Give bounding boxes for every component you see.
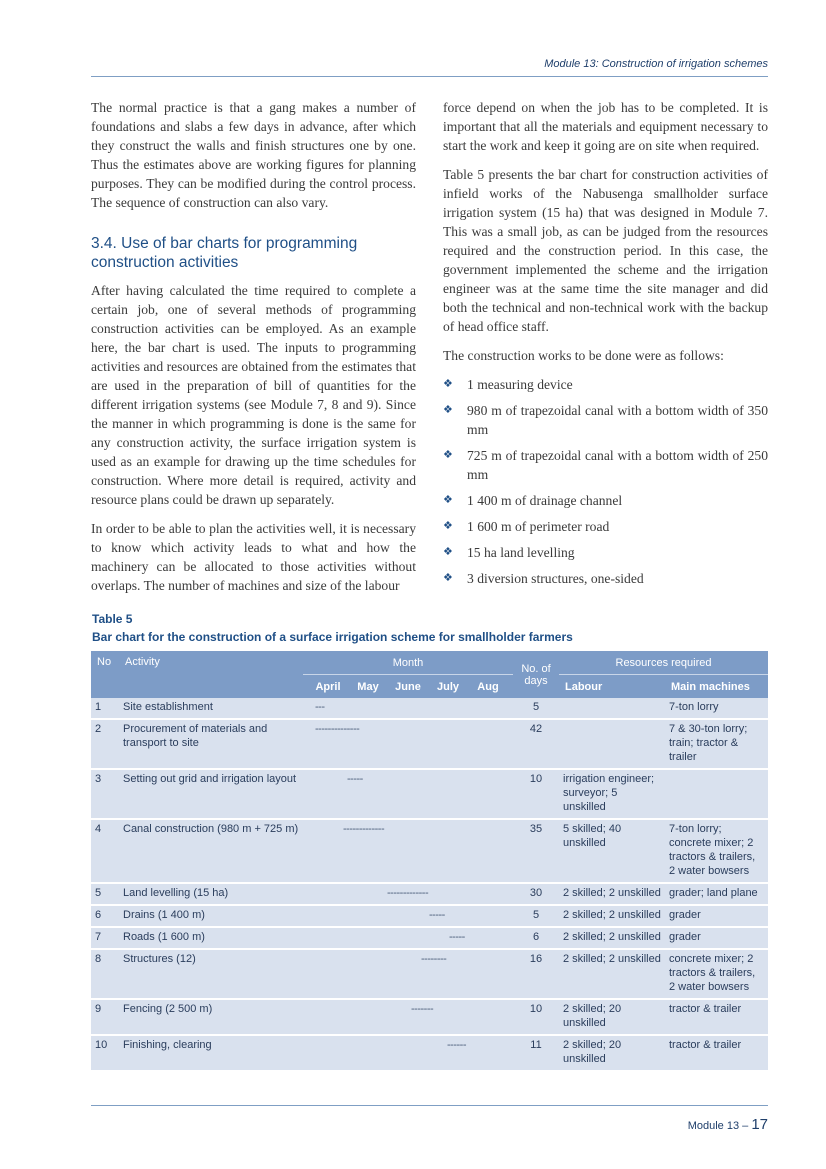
list-item: ❖ 980 m of trapezoidal canal with a bottom width of 350 mm [443, 403, 768, 437]
paragraph: force depend on when the job has to be completed. It is important that all the materials and equipment necessary to start the work and keep it going are on site when required. [443, 100, 768, 153]
table-row: 6 Drains (1 400 m) ----- 5 2 skilled; 2 unskilled grader [91, 905, 768, 927]
table-row: 7 Roads (1 600 m) ----- 6 2 skilled; 2 unskilled grader [91, 927, 768, 949]
list-item: ❖ 3 diversion structures, one-sided [443, 571, 644, 586]
footer-rule [91, 1105, 768, 1106]
list-item: ❖ 1 measuring device [443, 377, 573, 392]
activity-bar: --- [315, 701, 325, 713]
col-header-labour: Labour [559, 675, 665, 699]
month-label: April [315, 680, 341, 693]
paragraph: The construction works to be done were as follows: [443, 348, 724, 363]
list-item: ❖ 725 m of trapezoidal canal with a bottom width of 250 mm [443, 448, 768, 482]
month-label: June [395, 680, 421, 693]
diamond-bullet-icon: ❖ [443, 378, 453, 390]
paragraph: Table 5 presents the bar chart for construction activities of infield works of the Nabusenga smallholder surface irrigation system (15 ha) that was designed in Module 7. This was a small job, as can be judged from the resources required and the construction period. In this case, the government implemented the scheme and the irrigation engineer was at the same time the site manager and did both the technical and non-technical work with the backup of head office staff. [443, 167, 768, 334]
diamond-bullet-icon: ❖ [443, 404, 453, 416]
running-header: Module 13: Construction of irrigation schemes [544, 58, 768, 70]
table-label: Table 5 [92, 612, 133, 626]
diamond-bullet-icon: ❖ [443, 449, 453, 461]
month-label: July [436, 680, 459, 693]
activity-bar: ------ [447, 1039, 466, 1051]
right-column [443, 98, 768, 595]
table-row: 9 Fencing (2 500 m) ------- 10 2 skilled; 20 unskilled tractor & trailer [91, 999, 768, 1035]
header-rule [91, 76, 768, 77]
activity-bar: -------------- [315, 723, 360, 735]
month-label: May [357, 680, 379, 693]
table-caption-block [92, 610, 573, 646]
table-row: 10 Finishing, clearing ------ 11 2 skilled; 20 unskilled tractor & trailer [91, 1035, 768, 1071]
col-header-days: No. of days [513, 651, 559, 698]
table-row: 2 Procurement of materials and transport to site -------------- 42 7 & 30-ton lorry; train; tractor & trailer [91, 719, 768, 769]
activity-bar: -------- [421, 953, 447, 965]
footer-module: Module 13 – [687, 1120, 752, 1132]
table-caption: Bar chart for the construction of a surface irrigation scheme for smallholder farmers [92, 630, 573, 644]
activity-bar: ----- [347, 773, 363, 785]
section-heading: 3.4. Use of bar charts for programming construction activities [91, 235, 358, 271]
table-row: 3 Setting out grid and irrigation layout ----- 10 irrigation engineer; surveyor; 5 unskilled [91, 769, 768, 819]
activity-bar: ------------- [343, 823, 385, 835]
paragraph: In order to be able to plan the activities well, it is necessary to know which activity leads to what and how the machinery can be allocated to those activities without overlaps. The number of machines and size of the labour [91, 521, 416, 593]
page-footer [688, 1116, 768, 1133]
table-row: 8 Structures (12) -------- 16 2 skilled; 2 unskilled concrete mixer; 2 tractors & trailers, 2 water bowsers [91, 949, 768, 999]
diamond-bullet-icon: ❖ [443, 494, 453, 506]
table-row: 4 Canal construction (980 m + 725 m) ------------- 35 5 skilled; 40 unskilled 7-ton lorry; concrete mixer; 2 tractors & trailers, 2 water bowsers [91, 819, 768, 883]
works-list [443, 375, 768, 588]
list-item: ❖ 1 400 m of drainage channel [443, 493, 623, 508]
col-header-month: Month [303, 651, 513, 675]
paragraph: The normal practice is that a gang makes a number of foundations and slabs a few days in advance, after which they construct the walls and finish structures one by one. Thus the estimates above are working figures for planning purposes. They can be modified during the control process. The sequence of construction can also vary. [91, 100, 416, 210]
table-row: 1 Site establishment --- 5 7-ton lorry [91, 698, 768, 719]
col-header-resources: Resources required [559, 651, 768, 675]
list-item: ❖ 1 600 m of perimeter road [443, 519, 610, 534]
left-column [91, 98, 416, 605]
table-row: 5 Land levelling (15 ha) ------------- 30 2 skilled; 2 unskilled grader; land plane [91, 883, 768, 905]
month-label: Aug [477, 680, 499, 693]
col-header-activity: Activity [119, 651, 303, 698]
diamond-bullet-icon: ❖ [443, 520, 453, 532]
activity-bar: ----- [449, 931, 465, 943]
diamond-bullet-icon: ❖ [443, 572, 453, 584]
page-number: 17 [751, 1116, 768, 1133]
paragraph: After having calculated the time required to complete a certain job, one of several methods of programming construction activities can be employed. As an example here, the bar chart is used. The inputs to programming activities and resources are obtained from the estimates that are used in the preparation of bill of quantities for the different irrigation systems (see Module 7, 8 and 9). Since the manner in which programming is done is the same for any construction activity, the surface irrigation system is used as an example for drawing up the time schedules for construction. Where more detail is required, activity and resource plans could be drawn up separately. [91, 283, 416, 507]
activity-bar: ------------- [387, 887, 429, 899]
bar-chart-table [91, 651, 768, 1072]
col-header-machines: Main machines [665, 675, 768, 699]
activity-bar: ------- [411, 1003, 434, 1015]
col-header-no: No [91, 651, 119, 698]
list-item: ❖ 15 ha land levelling [443, 545, 575, 560]
diamond-bullet-icon: ❖ [443, 546, 453, 558]
activity-bar: ----- [429, 909, 445, 921]
month-header-row [303, 675, 513, 699]
